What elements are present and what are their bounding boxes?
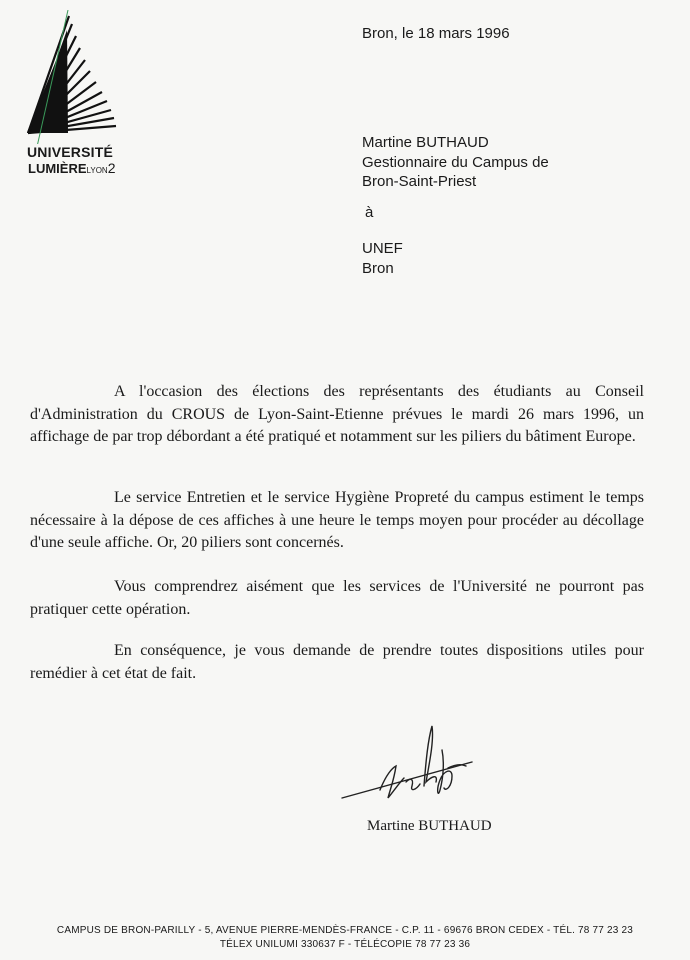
body-paragraph-2 xyxy=(30,487,644,555)
sender-title-line2: Bron-Saint-Priest xyxy=(362,173,477,190)
addressee-city: Bron xyxy=(362,259,394,277)
logo-text-lyon: LYON xyxy=(86,166,108,175)
logo-text-universite: UNIVERSITÉ xyxy=(27,144,114,160)
body-paragraph-4 xyxy=(30,640,644,685)
paragraph-1-text: A l'occasion des élections des représentants des étudiants au Conseil d'Administration du CROUS de Lyon-Saint-Etienne prévues le mardi 26 mars 1996, un affichage de par trop débordant a été pratiqué et notamment sur les piliers du bâtiment Europe. xyxy=(30,383,644,445)
body-paragraph-1 xyxy=(30,381,644,449)
addressee-block xyxy=(362,239,403,278)
letter-date: Bron, le 18 mars 1996 xyxy=(362,25,510,42)
logo-text-lumiere xyxy=(28,160,116,176)
sender-block xyxy=(362,133,549,192)
logo-text-number: 2 xyxy=(107,160,116,176)
fan-rays-logo-icon xyxy=(22,10,122,144)
signature-printed-name: Martine BUTHAUD xyxy=(367,818,492,834)
sender-title-line1: Gestionnaire du Campus de xyxy=(362,153,549,171)
paragraph-3-text: Vous comprendrez aisément que les services de l'Université ne pourront pas pratiquer cette opération. xyxy=(30,578,644,618)
paragraph-2-text: Le service Entretien et le service Hygiène Propreté du campus estiment le temps nécessaire à la dépose de ces affiches à une heure le temps moyen pour procéder au décollage d'une seule affiche. Or, 20 piliers sont concernés. xyxy=(30,489,644,551)
body-paragraph-3 xyxy=(30,576,644,621)
footer-address-line: CAMPUS DE BRON-PARILLY - 5, AVENUE PIERRE-MENDÈS-FRANCE - C.P. 11 - 69676 BRON CEDEX - TÉL. 78 77 23 23 xyxy=(56,925,634,936)
paragraph-4-text: En conséquence, je vous demande de prendre toutes dispositions utiles pour remédier à cet état de fait. xyxy=(30,642,644,682)
university-logo xyxy=(22,10,122,175)
handwritten-signature-icon xyxy=(340,720,480,815)
logo-text-lumiere-main: LUMIÈRE xyxy=(28,161,87,176)
sender-name: Martine BUTHAUD xyxy=(362,134,489,151)
to-word: à xyxy=(365,204,374,221)
footer-telex-line: TÉLEX UNILUMI 330637 F - TÉLÉCOPIE 78 77 23 36 xyxy=(219,939,471,950)
addressee-org: UNEF xyxy=(362,240,403,257)
